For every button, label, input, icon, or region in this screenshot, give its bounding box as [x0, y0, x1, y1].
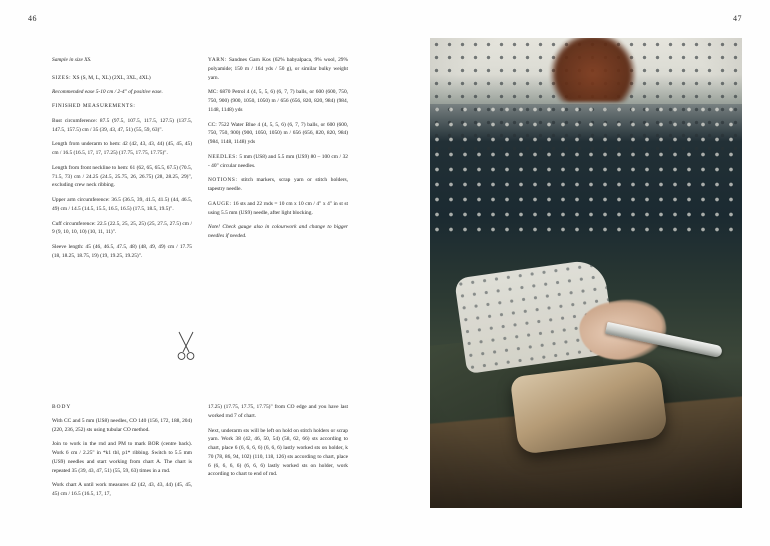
body-underarm-holders: Next, underarm sts will be left on hold on stitch holders or scrap yarn. Work 38 (42, 46, 50, 54) (58, 62, 66) sts according to chart, place 6 (6, 6, 6, 6) (6, 6, 6) lastly worked sts on holder, k 70 (78, 86, 94, 102) (110, 118, 126) sts according to chart, place 6 (6, 6, 6, 6) (6, 6, 6) lastly worked sts on holder, work according to chart to end of rnd.: [208, 427, 348, 478]
main-colour-yarn: MC: 6870 Petrol 4 (4, 5, 5, 6) (6, 7, 7) balls, or 600 (600, 750, 750, 900) (900, 1050, 1050) m / 656 (656, 820, 820, 984) (984, 1148, 1148) yds: [208, 89, 348, 113]
photograph: [430, 38, 742, 508]
gauge-paragraph: [208, 200, 348, 218]
folio-left: 46: [28, 14, 37, 23]
sizes-paragraph: [52, 74, 192, 83]
finished-measurements-label: FINISHED MEASUREMENTS:: [52, 103, 136, 110]
body-continued-measure: 17.25) (17.75, 17.75, 17.75)" from CO edge and you have last worked rnd 7 of chart.: [208, 404, 348, 419]
photo-background: [430, 38, 742, 508]
gauge-note: Note! Check gauge also in colourwork and change to bigger needles if needed.: [208, 224, 348, 239]
contrast-colour-yarn: CC: 7522 Water Blue 4 (4, 5, 5, 6) (6, 7, 7) balls, or 600 (600, 750, 750, 900) (900, 1050, 1050) m / 656 (656, 820, 820, 984) (984, 1148, 1148) yds: [208, 121, 348, 145]
gauge-text: 16 sts and 22 rnds = 10 cm x 10 cm / 4" x 4" in st st using 5.5 mm (US9) needle, after light blocking.: [208, 200, 348, 216]
length-underarm-hem: Length from underarm to hem: 42 (42, 43, 43, 44) (45, 45, 45) cm / 16.5 (16.5, 17, 17, 17.25) (17.75, 17.75, 17.75)".: [52, 141, 192, 157]
upper-arm-circumference: Upper arm circumference: 36.5 (36.5, 39, 41.5, 41.5) (44, 46.5, 49) cm / 14.5 (14.5, 15.5, 16.5, 16.5) (17.5, 18.5, 19.5)".: [52, 197, 192, 212]
notions-paragraph: [208, 176, 348, 194]
needles-paragraph: [208, 153, 348, 171]
sleeve-length: Sleeve length: 45 (46, 46.5, 47.5, 48) (48, 49, 49) cm / 17.75 (18, 18.25, 18.75, 19) (19, 19.25, 19.25)".: [52, 244, 192, 259]
length-neckline-hem: Length from front neckline to hem: 61 (62, 65, 65.5, 67.5) (70.5, 71.5, 73) cm / 24.25 (24.5, 25.75, 26, 26.75) (28, 28.25, 29)", excluding crew neck ribbing.: [52, 164, 192, 189]
body-section-heading: BODY: [52, 404, 72, 410]
column-body-instructions: [52, 403, 192, 505]
photo-vignette: [430, 38, 742, 508]
yarn-paragraph: [208, 56, 348, 82]
column-specs: [52, 56, 192, 267]
yarn-text: Sandnes Garn Kos (62% babyalpaca, 9% wool, 29% polyamide; 150 m / 164 yds / 50 g), or similar bulky weight yarn.: [208, 57, 348, 81]
yarn-label: YARN:: [208, 57, 227, 63]
column-materials: [208, 56, 348, 247]
ease-note: Recommended ease 5-10 cm / 2-4" of positive ease.: [52, 88, 163, 95]
cuff-circumference: Cuff circumference: 22.5 (22.5, 25, 25, 25) (25, 27.5, 27.5) cm / 9 (9, 10, 10, 10) (10, 11, 11)".: [52, 220, 192, 236]
body-cast-on: With CC and 5 mm (US8) needles, CO 140 (156, 172, 188, 204) (220, 236, 252) sts using tubular CO method.: [52, 417, 192, 433]
notions-text: stitch markers, scrap yarn or stitch holders, tapestry needle.: [208, 177, 348, 192]
body-ribbing: Join to work in the rnd and PM to mark BOR (centre back). Work 6 cm / 2.25" in *k1 tbl, p1* ribbing. Switch to 5.5 mm (US9) needles and start working from chart A. The chart is repeated 35 (39, 43, 47, 51) (55, 59, 63) times in a rnd.: [52, 441, 192, 474]
sample-size-line: Sample in size XS.: [52, 57, 92, 63]
sizes-label: SIZES:: [52, 74, 72, 81]
needles-label: NEEDLES:: [208, 153, 238, 160]
column-body-continued: [208, 403, 348, 485]
bust-circumference: Bust circumference: 87.5 (97.5, 107.5, 117.5, 127.5) (137.5, 147.5, 157.5) cm / 35 (39, 43, 47, 51) (55, 59, 63)".: [52, 117, 192, 133]
folio-right: 47: [733, 14, 742, 23]
gauge-label: GAUGE:: [208, 200, 232, 207]
sizes-text: XS (S, M, L, XL) (2XL, 3XL, 4XL): [71, 74, 151, 81]
body-chart-a: Work chart A until work measures 42 (42, 43, 43, 44) (45, 45, 45) cm / 16.5 (16.5, 17, 17,: [52, 482, 192, 497]
scissors-icon: [175, 330, 197, 362]
needles-text: 5 mm (US8) and 5.5 mm (US9) 80 – 100 cm / 32 - 40" circular needles.: [208, 153, 348, 169]
notions-label: NOTIONS:: [208, 177, 238, 184]
